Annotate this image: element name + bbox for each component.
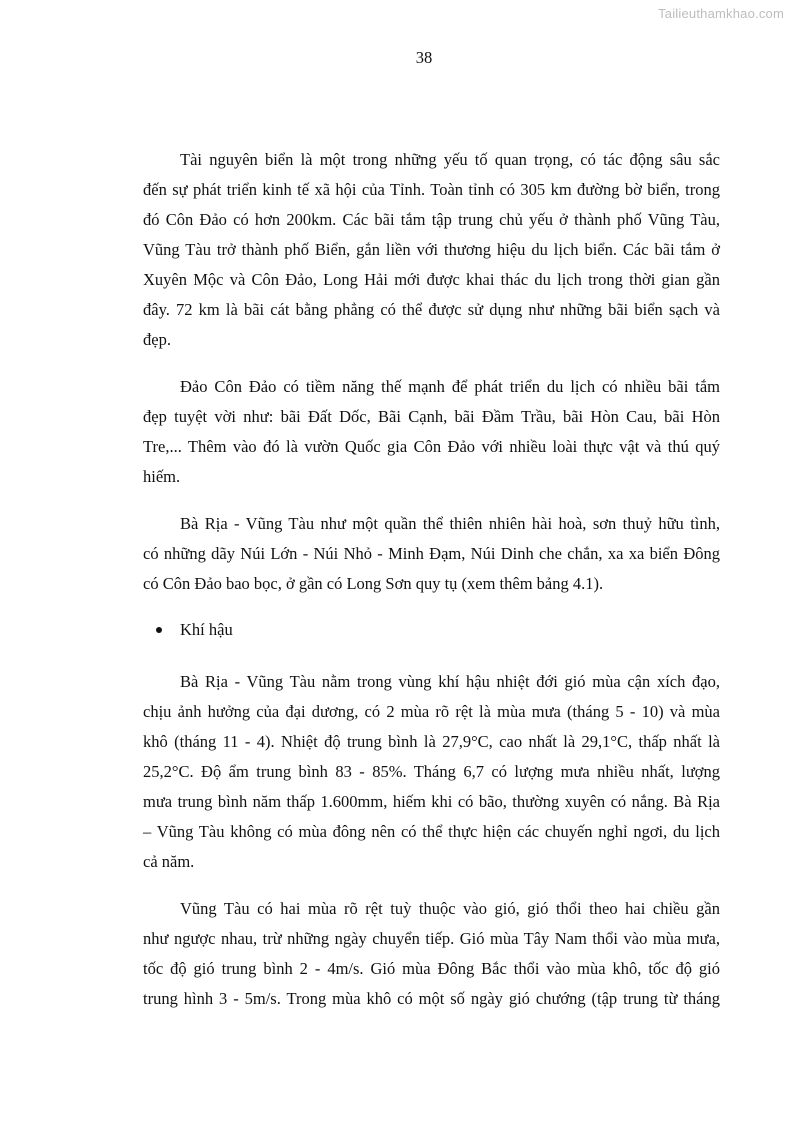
text-line: khô (tháng 11 - 4). Nhiệt độ trung bình là 27,9°C, cao nhất là 29,1°C, thấp nhất là — [143, 732, 720, 751]
text-line: Xuyên Mộc và Côn Đảo, Long Hải mới được khai thác du lịch trong thời gian gần — [143, 270, 720, 289]
text-line: Đảo Côn Đảo có tiềm năng thế mạnh để phát triển du lịch có nhiều bãi tắm — [180, 377, 720, 396]
text-line: đến sự phát triển kinh tế xã hội của Tỉnh. Toàn tỉnh có 305 km đường bờ biển, trong — [143, 180, 720, 199]
text-line: tốc độ gió trung bình 2 - 4m/s. Gió mùa Đông Bắc thổi vào mùa khô, tốc độ gió — [143, 959, 720, 978]
text-line: như ngược nhau, trừ những ngày chuyển tiếp. Gió mùa Tây Nam thổi vào mùa mưa, — [143, 929, 720, 948]
text-line: đây. 72 km là bãi cát bằng phẳng có thể được sử dụng như những bãi biển sạch và — [143, 300, 720, 319]
text-line: chịu ảnh hưởng của đại dương, có 2 mùa rõ rệt là mùa mưa (tháng 5 - 10) và mùa — [143, 702, 720, 721]
text-line: – Vũng Tàu không có mùa đông nên có thể thực hiện các chuyến nghỉ ngơi, du lịch — [143, 822, 720, 841]
text-line: 25,2°C. Độ ẩm trung bình 83 - 85%. Tháng 6,7 có lượng mưa nhiều nhất, lượng — [143, 762, 720, 781]
text-line: có Côn Đảo bao bọc, ở gần có Long Sơn quy tụ (xem thêm bảng 4.1). — [143, 574, 604, 593]
text-line: mưa trung bình năm thấp 1.600mm, hiếm khi có bão, thường xuyên có nắng. Bà Rịa — [143, 792, 720, 811]
text-line: cả năm. — [143, 852, 195, 871]
text-line: Vũng Tàu có hai mùa rõ rệt tuỳ thuộc vào gió, gió thổi theo hai chiều gần — [180, 899, 720, 918]
text-line: Bà Rịa - Vũng Tàu nằm trong vùng khí hậu nhiệt đới gió mùa cận xích đạo, — [180, 672, 720, 691]
text-line: Vũng Tàu trở thành phố Biển, gắn liền với thương hiệu du lịch biển. Các bãi tắm ở — [143, 240, 720, 259]
bullet-icon — [156, 627, 162, 633]
text-line: trung hình 3 - 5m/s. Trong mùa khô có một số ngày gió chướng (tập trung từ tháng — [143, 989, 720, 1008]
text-line: đẹp. — [143, 330, 171, 349]
text-line: đó Côn Đảo có hơn 200km. Các bãi tắm tập trung chủ yếu ở thành phố Vũng Tàu, — [143, 210, 720, 229]
text-line: Tài nguyên biển là một trong những yếu tố quan trọng, có tác động sâu sắc — [180, 150, 720, 169]
text-line: Bà Rịa - Vũng Tàu như một quần thể thiên nhiên hài hoà, sơn thuỷ hữu tình, — [180, 514, 720, 533]
text-line: đẹp tuyệt vời như: bãi Đất Dốc, Bãi Cạnh, bãi Đầm Trầu, bãi Hòn Cau, bãi Hòn — [143, 407, 720, 426]
bullet-label: Khí hậu — [180, 620, 233, 639]
text-line: hiếm. — [143, 467, 181, 486]
watermark: Tailieuthamkhao.com — [658, 6, 784, 21]
page-number: 38 — [415, 48, 433, 67]
text-line: có những dãy Núi Lớn - Núi Nhỏ - Minh Đạm, Núi Dinh che chắn, xa xa biển Đông — [143, 544, 720, 563]
text-line: Tre,... Thêm vào đó là vườn Quốc gia Côn Đảo với nhiều loài thực vật và thú quý — [143, 437, 720, 456]
